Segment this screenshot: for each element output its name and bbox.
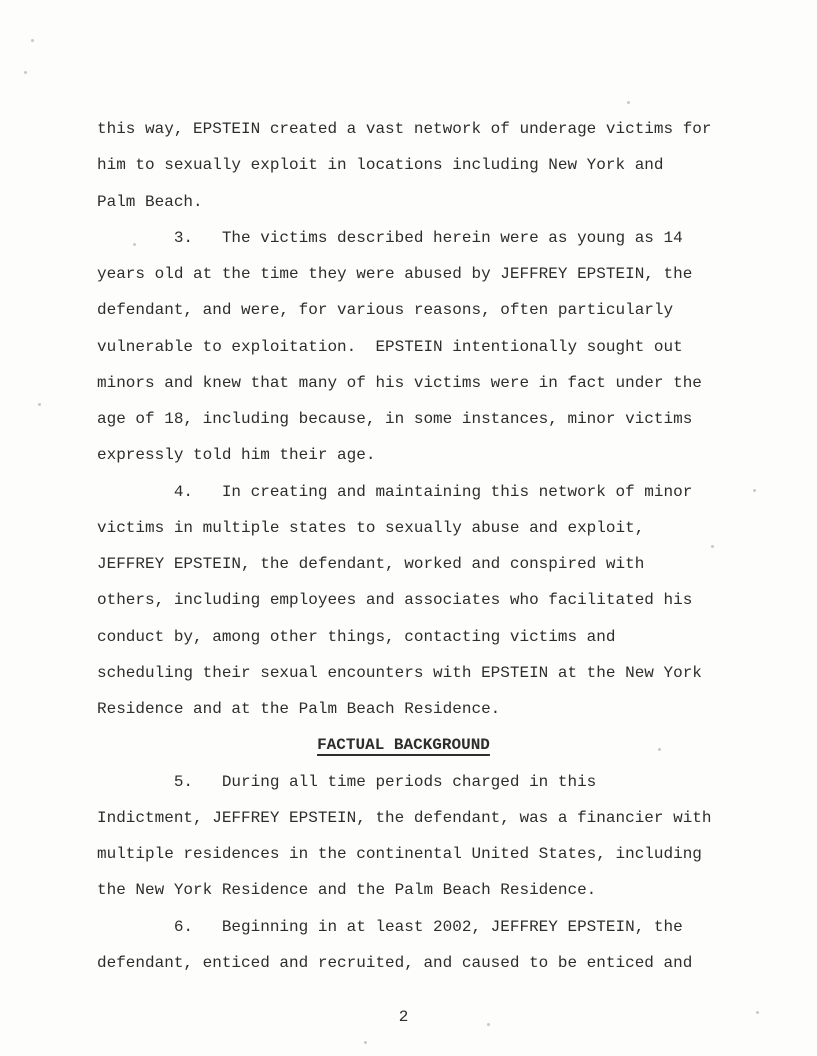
text-line: others, including employees and associates who facilitated his: [97, 591, 693, 610]
text-line: victims in multiple states to sexually abuse and exploit,: [97, 518, 645, 537]
text-line: 5. During all time periods charged in this: [97, 772, 597, 791]
text-line: defendant, and were, for various reasons, often particularly: [97, 301, 674, 320]
text-line: minors and knew that many of his victims were in fact under the: [97, 373, 702, 392]
text-line: this way, EPSTEIN created a vast network of underage victims for: [97, 120, 712, 138]
text-line: years old at the time they were abused by JEFFREY EPSTEIN, the: [97, 265, 693, 283]
text-line: expressly told him their age.: [97, 446, 376, 465]
text-line: conduct by, among other things, contacting victims and: [97, 627, 616, 646]
text-line: the New York Residence and the Palm Beach Residence.: [97, 881, 597, 900]
scan-speck: [38, 403, 41, 406]
text-line: age of 18, including because, in some instances, minor victims: [97, 410, 693, 428]
text-line: Palm Beach.: [97, 192, 203, 211]
scan-speck: [133, 243, 136, 246]
scan-speck: [756, 1011, 759, 1014]
text-line: him to sexually exploit in locations including New York and: [97, 156, 664, 175]
text-line: 4. In creating and maintaining this network of minor: [97, 482, 693, 501]
text-line: scheduling their sexual encounters with EPSTEIN at the New York: [97, 663, 702, 682]
scan-speck: [487, 1023, 490, 1026]
scan-speck: [627, 101, 630, 104]
text-line: Indictment, JEFFREY EPSTEIN, the defendant, was a financier with: [97, 808, 712, 827]
text-line: multiple residences in the continental United States, including: [97, 845, 702, 863]
scan-speck: [31, 39, 34, 42]
paragraph-5: [97, 764, 710, 909]
scan-speck: [711, 545, 714, 548]
paragraph-6: [97, 909, 710, 982]
scan-speck: [658, 748, 661, 751]
text-line: 3. The victims described herein were as young as 14: [97, 228, 683, 247]
text-line: JEFFREY EPSTEIN, the defendant, worked and conspired with: [97, 555, 645, 573]
text-line: 6. Beginning in at least 2002, JEFFREY EPSTEIN, the: [97, 917, 683, 936]
scan-speck: [753, 489, 756, 492]
paragraph-continuation: [97, 111, 710, 220]
text-line: vulnerable to exploitation. EPSTEIN intentionally sought out: [97, 337, 683, 356]
page-number: 2: [398, 1008, 409, 1026]
text-line: defendant, enticed and recruited, and caused to be enticed and: [97, 953, 693, 972]
section-heading-factual-background: FACTUAL BACKGROUND: [317, 736, 490, 755]
paragraph-3: [97, 220, 710, 474]
scan-speck: [24, 71, 27, 74]
paragraph-4: [97, 474, 710, 728]
scan-speck: [364, 1041, 367, 1044]
text-line: Residence and at the Palm Beach Residence.: [97, 700, 501, 718]
